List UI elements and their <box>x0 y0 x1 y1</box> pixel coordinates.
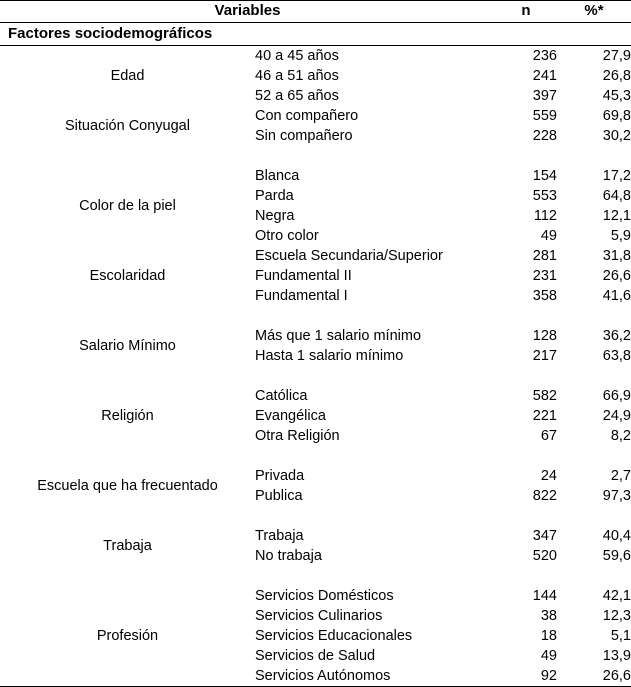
count-value: 128 <box>495 326 557 346</box>
percent-value: 8,2 <box>557 426 631 446</box>
percent-value: 13,9 <box>557 646 631 666</box>
spacer-cell <box>0 446 255 466</box>
count-value: 92 <box>495 666 557 687</box>
percent-value: 27,9 <box>557 46 631 66</box>
category-label: Otra Religión <box>255 426 495 446</box>
spacer-cell <box>495 446 557 466</box>
count-value: 24 <box>495 466 557 486</box>
column-header-variables: Variables <box>0 1 495 23</box>
table-row <box>0 466 631 486</box>
percent-value: 24,9 <box>557 406 631 426</box>
percent-value: 5,9 <box>557 226 631 246</box>
table-row <box>0 46 631 66</box>
group-spacer <box>0 146 631 166</box>
percent-value: 12,1 <box>557 206 631 226</box>
count-value: 553 <box>495 186 557 206</box>
category-label: Escuela Secundaria/Superior <box>255 246 495 266</box>
column-header-percent: %* <box>557 1 631 23</box>
count-value: 49 <box>495 226 557 246</box>
variable-group-label: Religión <box>0 386 255 446</box>
spacer-cell <box>495 146 557 166</box>
spacer-cell <box>495 566 557 586</box>
spacer-cell <box>557 146 631 166</box>
table-row <box>0 166 631 186</box>
spacer-cell <box>0 506 255 526</box>
spacer-cell <box>495 306 557 326</box>
spacer-cell <box>255 306 495 326</box>
percent-value: 41,6 <box>557 286 631 306</box>
percent-value: 26,6 <box>557 266 631 286</box>
spacer-cell <box>557 306 631 326</box>
spacer-cell <box>557 506 631 526</box>
spacer-cell <box>495 366 557 386</box>
count-value: 281 <box>495 246 557 266</box>
count-value: 38 <box>495 606 557 626</box>
percent-value: 40,4 <box>557 526 631 546</box>
count-value: 559 <box>495 106 557 126</box>
spacer-cell <box>255 506 495 526</box>
variable-group-label: Situación Conyugal <box>0 106 255 146</box>
category-label: Servicios Educacionales <box>255 626 495 646</box>
table-row <box>0 386 631 406</box>
count-value: 236 <box>495 46 557 66</box>
spacer-cell <box>557 566 631 586</box>
section-title-filler-percent <box>557 23 631 46</box>
count-value: 18 <box>495 626 557 646</box>
spacer-cell <box>0 146 255 166</box>
table-row <box>0 106 631 126</box>
percent-value: 12,3 <box>557 606 631 626</box>
percent-value: 42,1 <box>557 586 631 606</box>
spacer-cell <box>557 366 631 386</box>
percent-value: 45,3 <box>557 86 631 106</box>
category-label: 40 a 45 años <box>255 46 495 66</box>
category-label: Servicios Domésticos <box>255 586 495 606</box>
category-label: Sin compañero <box>255 126 495 146</box>
group-spacer <box>0 566 631 586</box>
category-label: Otro color <box>255 226 495 246</box>
table-row <box>0 326 631 346</box>
variable-group-label: Escuela que ha frecuentado <box>0 466 255 506</box>
category-label: Servicios Autónomos <box>255 666 495 687</box>
count-value: 112 <box>495 206 557 226</box>
count-value: 231 <box>495 266 557 286</box>
percent-value: 5,1 <box>557 626 631 646</box>
table-row <box>0 526 631 546</box>
variable-group-label: Color de la piel <box>0 166 255 246</box>
count-value: 822 <box>495 486 557 506</box>
section-title: Factores sociodemográficos <box>0 23 495 46</box>
table-header-row <box>0 1 631 23</box>
category-label: Más que 1 salario mínimo <box>255 326 495 346</box>
count-value: 228 <box>495 126 557 146</box>
count-value: 144 <box>495 586 557 606</box>
variable-group-label: Trabaja <box>0 526 255 566</box>
spacer-cell <box>255 566 495 586</box>
count-value: 347 <box>495 526 557 546</box>
column-header-n: n <box>495 1 557 23</box>
count-value: 154 <box>495 166 557 186</box>
group-spacer <box>0 366 631 386</box>
category-label: Trabaja <box>255 526 495 546</box>
percent-value: 30,2 <box>557 126 631 146</box>
percent-value: 31,8 <box>557 246 631 266</box>
category-label: Blanca <box>255 166 495 186</box>
table-row <box>0 586 631 606</box>
category-label: Fundamental I <box>255 286 495 306</box>
spacer-cell <box>255 366 495 386</box>
category-label: Servicios de Salud <box>255 646 495 666</box>
count-value: 582 <box>495 386 557 406</box>
group-spacer <box>0 446 631 466</box>
variable-group-label: Profesión <box>0 586 255 687</box>
category-label: Privada <box>255 466 495 486</box>
variable-group-label: Salario Mínimo <box>0 326 255 366</box>
category-label: Servicios Culinarios <box>255 606 495 626</box>
section-title-row <box>0 23 631 46</box>
count-value: 221 <box>495 406 557 426</box>
count-value: 520 <box>495 546 557 566</box>
percent-value: 64,8 <box>557 186 631 206</box>
count-value: 397 <box>495 86 557 106</box>
percent-value: 97,3 <box>557 486 631 506</box>
spacer-cell <box>557 446 631 466</box>
count-value: 49 <box>495 646 557 666</box>
percent-value: 2,7 <box>557 466 631 486</box>
category-label: Fundamental II <box>255 266 495 286</box>
category-label: Parda <box>255 186 495 206</box>
count-value: 358 <box>495 286 557 306</box>
table-row <box>0 246 631 266</box>
count-value: 217 <box>495 346 557 366</box>
category-label: Católica <box>255 386 495 406</box>
category-label: Evangélica <box>255 406 495 426</box>
percent-value: 17,2 <box>557 166 631 186</box>
category-label: Publica <box>255 486 495 506</box>
percent-value: 63,8 <box>557 346 631 366</box>
variable-group-label: Edad <box>0 46 255 106</box>
category-label: 52 a 65 años <box>255 86 495 106</box>
percent-value: 69,8 <box>557 106 631 126</box>
category-label: Con compañero <box>255 106 495 126</box>
spacer-cell <box>495 506 557 526</box>
section-title-filler-n <box>495 23 557 46</box>
group-spacer <box>0 506 631 526</box>
percent-value: 26,8 <box>557 66 631 86</box>
percent-value: 36,2 <box>557 326 631 346</box>
group-spacer <box>0 306 631 326</box>
spacer-cell <box>255 446 495 466</box>
spacer-cell <box>0 366 255 386</box>
category-label: 46 a 51 años <box>255 66 495 86</box>
category-label: Negra <box>255 206 495 226</box>
category-label: Hasta 1 salario mínimo <box>255 346 495 366</box>
variable-group-label: Escolaridad <box>0 246 255 306</box>
spacer-cell <box>0 566 255 586</box>
percent-value: 59,6 <box>557 546 631 566</box>
count-value: 67 <box>495 426 557 446</box>
percent-value: 66,9 <box>557 386 631 406</box>
category-label: No trabaja <box>255 546 495 566</box>
spacer-cell <box>255 146 495 166</box>
percent-value: 26,6 <box>557 666 631 687</box>
count-value: 241 <box>495 66 557 86</box>
spacer-cell <box>0 306 255 326</box>
